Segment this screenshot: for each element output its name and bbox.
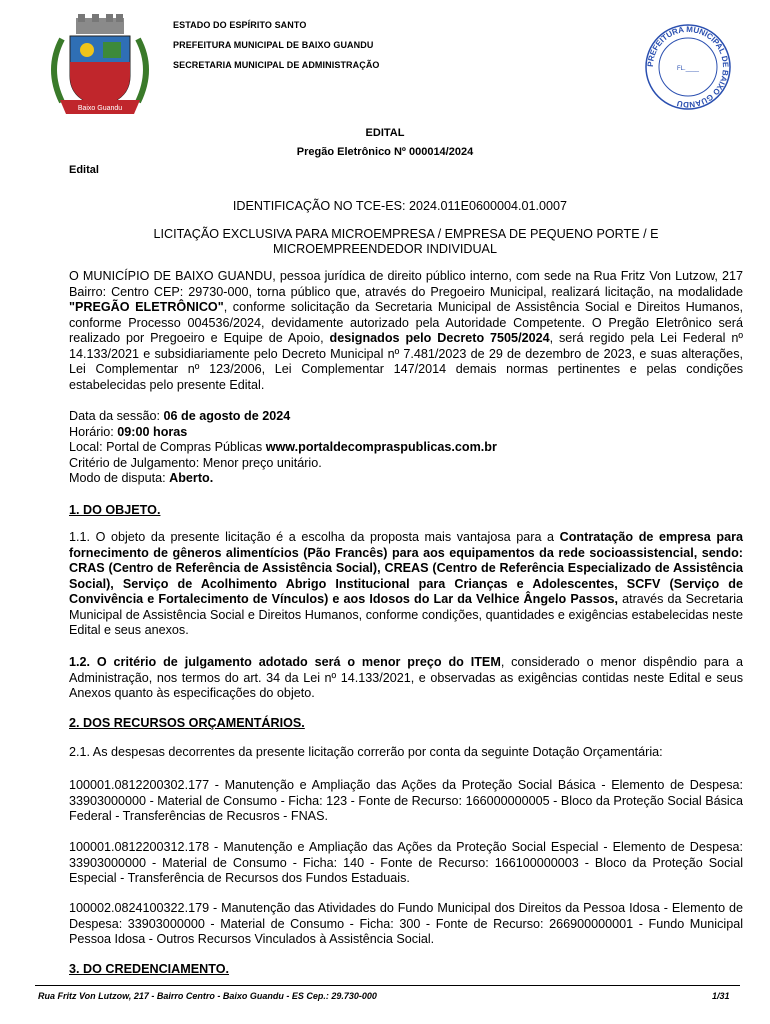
session-dispute-mode: Modo de disputa: Aberto. <box>69 471 214 485</box>
section-1-1-paragraph: 1.1. O objeto da presente licitação é a escolha da proposta mais vantajosa para a Contratação de empresa para fornecimento de gêneros alimentícios (Pão Francês) para aos equipamentos da rede socioassistencial, sendo: CRAS (Centro de Referência de Assistência Social), CREAS (Centro de Referência Especializado de Assistência Social), Serviço de Acolhimento Abrigo Institucional para Crianças e Adolescentes, SCFV (Serviço de Convivência e Fortalecimento de Vínculos) e aos Idosos do Lar da Velhice Ângelo Passos, através da Secretaria Municipal de Assistência Social e Direitos Humanos, conforme condições, quantidades e exigências estabelecidas neste Edital e seus anexos. <box>69 530 743 637</box>
prefeitura-stamp <box>643 22 733 112</box>
header-state: ESTADO DO ESPÍRITO SANTO <box>173 20 307 30</box>
footer-page-number: 1/31 <box>712 991 730 1001</box>
footer-divider <box>35 985 740 986</box>
section-2-1-paragraph: 2.1. As despesas decorrentes da presente licitação correrão por conta da seguinte Dotação Orçamentária: <box>69 745 663 759</box>
session-date: Data da sessão: 06 de agosto de 2024 <box>69 409 291 423</box>
session-time: Horário: 09:00 horas <box>69 424 188 439</box>
footer-address: Rua Fritz Von Lutzow, 217 - Bairro Centro - Baixo Guandu - ES Cep.: 29.730-000 <box>38 991 377 1001</box>
stamp-fl-label: FL.____ <box>676 66 700 72</box>
budget-allocation-1: 100001.0812200302.177 - Manutenção e Ampliação das Ações da Proteção Social Básica - Elemento de Despesa: 33903000000 - Material de Consumo - Ficha: 123 - Fonte de Recurso: 166000000005 - Bloco da Proteção Social Básica Federal - Transferências de Recusros - FNAS. <box>69 778 743 823</box>
section-1-2-paragraph: 1.2. O critério de julgamento adotado será o menor preço do ITEM, considerado o menor dispêndio para a Administração, nos termos do art. 34 da Lei nº 14.133/2021, e observadas as exigências contidas neste Edital e seus Anexos quanto às especificações do objeto. <box>69 655 743 700</box>
doc-title-edital: EDITAL <box>365 127 405 139</box>
licitacao-exclusiva-line2: MICROEMPREENDEDOR INDIVIDUAL <box>273 242 497 256</box>
header-secretaria: SECRETARIA MUNICIPAL DE ADMINISTRAÇÃO <box>173 60 380 70</box>
svg-text:PREFEITURA MUNICIPAL DE BAIXO: PREFEITURA MUNICIPAL DE BAIXO GUANDU <box>645 24 731 110</box>
session-location: Local: Portal de Compras Públicas www.portaldecompraspublicas.com.br <box>69 440 497 454</box>
intro-paragraph: O MUNICÍPIO DE BAIXO GUANDU, pessoa jurídica de direito público interno, com sede na Rua Fritz Von Lutzow, 217 Bairro: Centro CEP: 29730-000, torna público que, através do Pregoeiro Municipal, realizará licitação, na modalidade "PREGÃO ELETRÔNICO", conforme solicitação da Secretaria Municipal de Assistência Social e Direitos Humanos, conforme Processo 004536/2024, devidamente autorizado pela Autoridade Competente. O Pregão Eletrônico será realizado por Pregoeiro e Equipe de Apoio, designados pelo Decreto 7505/2024, será regido pela Lei Federal nº 14.133/2021 e subsidiariamente pelo Decreto Municipal nº 7.481/2023 de 29 de dezembro de 2023, e suas alterações, Lei Complementar nº 123/2006, Lei Complementar 147/2014 demais normas pertinentes e pelas condições estabelecidas pelo presente Edital. <box>69 269 743 392</box>
doc-left-label: Edital <box>69 164 99 176</box>
header-prefeitura: PREFEITURA MUNICIPAL DE BAIXO GUANDU <box>173 40 374 50</box>
section-1-heading: 1. DO OBJETO. <box>69 503 161 517</box>
coat-of-arms-ribbon-text: Baixo Guandu <box>77 105 123 112</box>
coat-of-arms-logo <box>40 14 160 124</box>
session-criteria: Critério de Julgamento: Menor preço unitário. <box>69 455 322 470</box>
licitacao-exclusiva-line1: LICITAÇÃO EXCLUSIVA PARA MICROEMPRESA / EMPRESA DE PEQUENO PORTE / E <box>153 227 659 241</box>
budget-allocation-2: 100001.0812200312.178 - Manutenção e Ampliação das Ações da Proteção Social Especial - Elemento de Despesa: 33903000000 - Material de Consumo - Ficha: 140 - Fonte de Recurso: 166100000003 - Bloco da Proteção Social Especial - Transferência de Recursos dos Fundos Estaduais. <box>69 840 743 885</box>
section-2-heading: 2. DOS RECURSOS ORÇAMENTÁRIOS. <box>69 716 305 730</box>
budget-allocation-3: 100002.0824100322.179 - Manutenção das Atividades do Fundo Municipal dos Direitos da Pessoa Idosa - Elemento de Despesa: 33903000000 - Material de Consumo - Ficha: 300 - Fonte de Recurso: 266900000001 - Fundo Municipal Pessoa Idosa - Outros Recursos Vinculados à Assistência Social. <box>69 901 743 946</box>
tce-identification: IDENTIFICAÇÃO NO TCE-ES: 2024.011E0600004.01.0007 <box>232 199 568 213</box>
section-3-heading: 3. DO CREDENCIAMENTO. <box>69 962 230 976</box>
doc-title-pregao: Pregão Eletrônico Nº 000014/2024 <box>296 146 474 158</box>
session-info <box>69 409 743 487</box>
